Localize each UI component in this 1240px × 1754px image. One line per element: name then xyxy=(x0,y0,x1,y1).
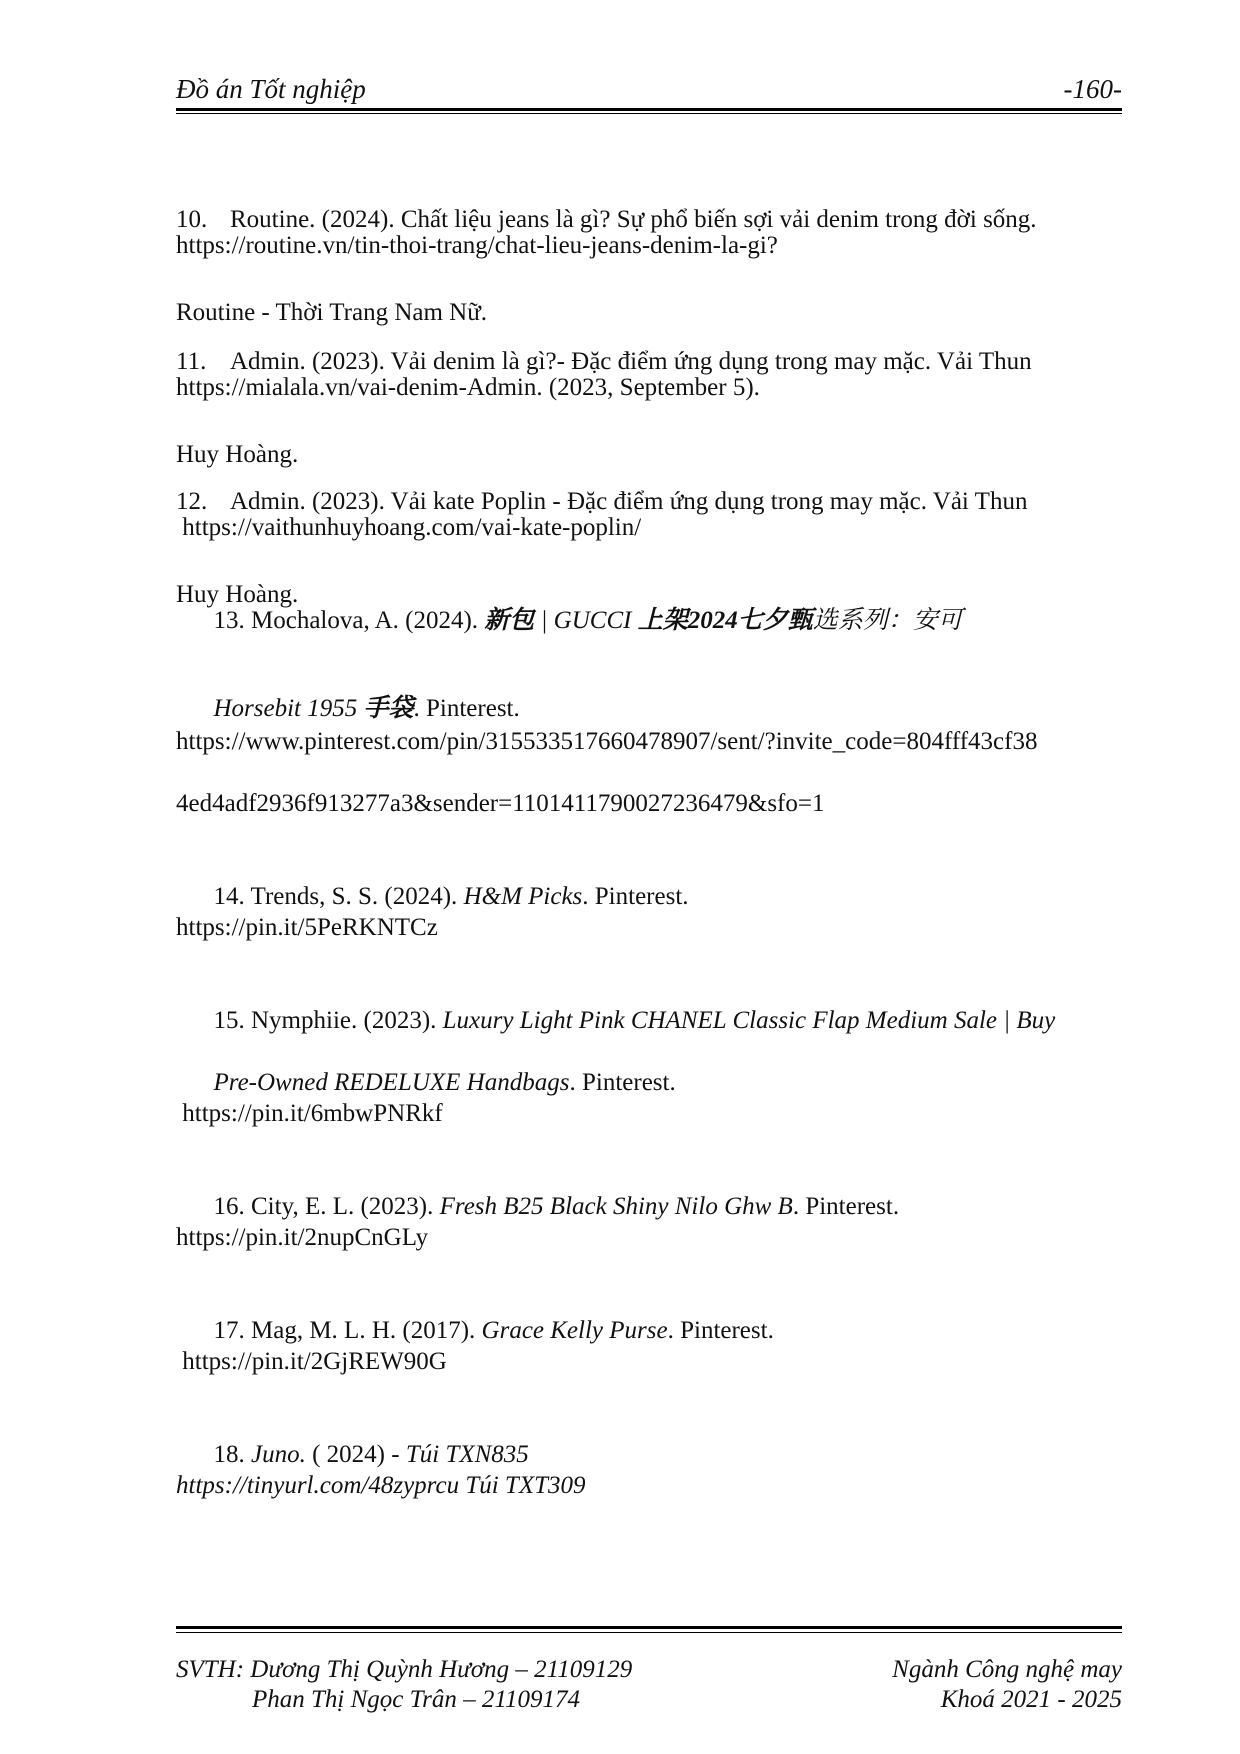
reference-prefix: 18. xyxy=(213,1441,251,1468)
reference-url-18[interactable]: https://tinyurl.com/48zyprcu Túi TXT309 xyxy=(176,1472,586,1499)
footer-major: Ngành Công nghệ may xyxy=(892,1656,1122,1683)
page-header xyxy=(176,74,1122,110)
footer-course: Khoá 2021 - 2025 xyxy=(940,1686,1122,1713)
reference-title: 新包 xyxy=(484,607,535,634)
reference-number: 10. xyxy=(176,206,208,233)
footer-author-1: SVTH: Dương Thị Quỳnh Hương – 21109129 xyxy=(176,1656,633,1683)
reference-number: 12. xyxy=(176,488,208,515)
header-title: Đồ án Tốt nghiệp xyxy=(176,74,366,104)
reference-title: 上架2024七夕甄 xyxy=(637,607,813,634)
reference-url-10[interactable]: https://routine.vn/tin-thoi-trang/chat-lieu-jeans-denim-la-gi? xyxy=(176,232,778,259)
reference-item-13 xyxy=(176,574,1122,667)
reference-prefix: 13. Mochalova, A. (2024). xyxy=(213,607,485,634)
reference-prefix: 17. Mag, M. L. H. (2017). xyxy=(213,1317,482,1344)
reference-title: | GUCCI xyxy=(534,607,638,634)
reference-suffix: . Pinterest. xyxy=(792,1193,900,1220)
reference-url-12[interactable]: https://vaithunhuyhoang.com/vai-kate-poplin/ xyxy=(176,514,642,541)
reference-title: 手袋 xyxy=(363,695,414,722)
reference-url-13-cont[interactable]: 4ed4adf2936f913277a3&sender=1101411790027236479&sfo=1 xyxy=(176,790,825,817)
reference-number: 11. xyxy=(176,348,207,375)
reference-text: Routine. (2024). Chất liệu jeans là gì? Sự phổ biến sợi vải denim trong đời sống. xyxy=(230,206,1037,233)
reference-url-17[interactable]: https://pin.it/2GjREW90G xyxy=(176,1348,447,1375)
reference-url-15[interactable]: https://pin.it/6mbwPNRkf xyxy=(176,1100,443,1127)
header-page-number: -160- xyxy=(1063,74,1122,104)
reference-title: H&M Picks xyxy=(463,883,583,910)
reference-title: Fresh B25 Black Shiny Nilo Ghw B xyxy=(439,1193,793,1220)
reference-text-cont: Huy Hoàng. xyxy=(176,441,299,468)
footer-rule-thin xyxy=(176,1632,1122,1633)
footer-rule-thick xyxy=(176,1626,1122,1629)
reference-url-16[interactable]: https://pin.it/2nupCnGLy xyxy=(176,1224,429,1251)
reference-text-cont: Huy Hoàng. xyxy=(176,581,299,608)
reference-title: 选系列：安可 xyxy=(812,607,963,634)
reference-text-cont: Routine - Thời Trang Nam Nữ. xyxy=(176,299,488,326)
reference-title: Horsebit 1955 xyxy=(213,695,364,722)
header-rule-thick xyxy=(176,108,1122,111)
footer-author-2: Phan Thị Ngọc Trân – 21109174 xyxy=(252,1686,581,1713)
header-rule-thin xyxy=(176,113,1122,114)
reference-prefix: 14. Trends, S. S. (2024). xyxy=(213,883,464,910)
reference-text: Admin. (2023). Vải denim là gì?- Đặc điểm ứng dụng trong may mặc. Vải Thun xyxy=(230,348,1032,375)
reference-prefix: 15. Nymphiie. (2023). xyxy=(213,1007,443,1034)
reference-suffix: . Pinterest. xyxy=(413,695,520,722)
reference-title: Pre-Owned REDELUXE Handbags xyxy=(213,1069,570,1096)
reference-title: Luxury Light Pink CHANEL Classic Flap Medium Sale | Buy xyxy=(442,1007,1056,1034)
reference-suffix: . Pinterest. xyxy=(569,1069,676,1096)
reference-title: Túi TXN835 xyxy=(405,1441,529,1468)
reference-url-13[interactable]: https://www.pinterest.com/pin/315533517660478907/sent/?invite_code=804fff43cf38 xyxy=(176,728,1038,755)
reference-text: Admin. (2023). Vải kate Poplin - Đặc điểm ứng dụng trong may mặc. Vải Thun xyxy=(230,488,1028,515)
reference-suffix: . Pinterest. xyxy=(582,883,689,910)
reference-title: Juno. xyxy=(251,1441,306,1468)
reference-suffix: . Pinterest. xyxy=(667,1317,774,1344)
reference-url-14[interactable]: https://pin.it/5PeRKNTCz xyxy=(176,914,438,941)
reference-url-11[interactable]: https://mialala.vn/vai-denim-Admin. (2023, September 5). xyxy=(176,374,760,401)
reference-title: Grace Kelly Purse xyxy=(481,1317,668,1344)
reference-prefix: 16. City, E. L. (2023). xyxy=(213,1193,440,1220)
reference-mid: ( 2024) - xyxy=(305,1441,406,1468)
